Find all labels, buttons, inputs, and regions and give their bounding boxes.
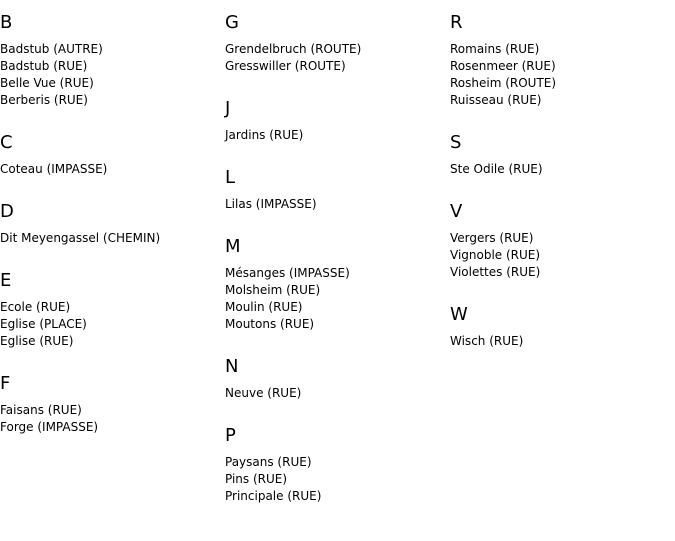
street-link[interactable]: Belle Vue (RUE) — [0, 76, 94, 90]
street-link[interactable]: Rosenmeer (RUE) — [450, 59, 556, 73]
street-list — [450, 161, 670, 178]
letter-heading: M — [225, 236, 241, 257]
letter-group-p — [225, 425, 445, 505]
street-link[interactable]: Vergers (RUE) — [450, 231, 534, 245]
street-link[interactable]: Wisch (RUE) — [450, 334, 524, 348]
street-list — [0, 230, 220, 247]
street-link[interactable]: Grendelbruch (ROUTE) — [225, 42, 362, 56]
letter-group-j — [225, 98, 445, 144]
street-link[interactable]: Faisans (RUE) — [0, 403, 82, 417]
letter-heading: J — [225, 98, 231, 119]
street-link[interactable]: Neuve (RUE) — [225, 386, 302, 400]
street-link[interactable]: Eglise (RUE) — [0, 334, 74, 348]
group-spacer — [450, 178, 670, 201]
index-column-3 — [450, 12, 670, 350]
street-link[interactable]: Rosheim (ROUTE) — [450, 76, 557, 90]
letter-heading: E — [0, 270, 12, 291]
letter-group-g — [225, 12, 445, 75]
group-spacer — [0, 350, 220, 373]
street-list — [450, 230, 670, 281]
street-link[interactable]: Lilas (IMPASSE) — [225, 197, 317, 211]
street-link[interactable]: Gresswiller (ROUTE) — [225, 59, 346, 73]
letter-group-m — [225, 236, 445, 333]
letter-heading: V — [450, 201, 463, 222]
street-link[interactable]: Romains (RUE) — [450, 42, 540, 56]
letter-group-l — [225, 167, 445, 213]
street-list — [225, 454, 445, 505]
street-link[interactable]: Moulin (RUE) — [225, 300, 303, 314]
letter-heading: S — [450, 132, 462, 153]
letter-heading: D — [0, 201, 14, 222]
street-list — [0, 402, 220, 436]
letter-group-b — [0, 12, 220, 109]
letter-group-s — [450, 132, 670, 178]
street-link[interactable]: Ruisseau (RUE) — [450, 93, 542, 107]
letter-group-f — [0, 373, 220, 436]
street-link[interactable]: Paysans (RUE) — [225, 455, 312, 469]
group-spacer — [225, 144, 445, 167]
index-column-2 — [225, 12, 445, 505]
letter-group-e — [0, 270, 220, 350]
letter-group-v — [450, 201, 670, 281]
street-link[interactable]: Forge (IMPASSE) — [0, 420, 99, 434]
letter-heading: P — [225, 425, 236, 446]
street-link[interactable]: Violettes (RUE) — [450, 265, 541, 279]
group-spacer — [0, 109, 220, 132]
street-link[interactable]: Vignoble (RUE) — [450, 248, 541, 262]
street-link[interactable]: Ste Odile (RUE) — [450, 162, 543, 176]
street-link[interactable]: Berberis (RUE) — [0, 93, 88, 107]
group-spacer — [225, 75, 445, 98]
street-link[interactable]: Badstub (RUE) — [0, 59, 88, 73]
letter-group-r — [450, 12, 670, 109]
street-link[interactable]: Principale (RUE) — [225, 489, 322, 503]
street-list — [225, 385, 445, 402]
letter-group-n — [225, 356, 445, 402]
street-link[interactable]: Molsheim (RUE) — [225, 283, 321, 297]
letter-group-w — [450, 304, 670, 350]
street-list — [0, 299, 220, 350]
group-spacer — [0, 178, 220, 201]
street-list — [0, 41, 220, 109]
group-spacer — [225, 213, 445, 236]
street-link[interactable]: Dit Meyengassel (CHEMIN) — [0, 231, 161, 245]
group-spacer — [225, 402, 445, 425]
letter-heading: R — [450, 12, 463, 33]
street-list — [450, 41, 670, 109]
group-spacer — [0, 247, 220, 270]
street-list — [450, 333, 670, 350]
letter-heading: L — [225, 167, 236, 188]
group-spacer — [450, 109, 670, 132]
street-list — [225, 196, 445, 213]
letter-heading: C — [0, 132, 13, 153]
street-link[interactable]: Eglise (PLACE) — [0, 317, 87, 331]
letter-group-d — [0, 201, 220, 247]
group-spacer — [225, 333, 445, 356]
street-list — [225, 265, 445, 333]
street-list — [225, 41, 445, 75]
street-link[interactable]: Jardins (RUE) — [225, 128, 304, 142]
street-link[interactable]: Ecole (RUE) — [0, 300, 71, 314]
street-link[interactable]: Mésanges (IMPASSE) — [225, 266, 350, 280]
letter-group-c — [0, 132, 220, 178]
letter-heading: G — [225, 12, 239, 33]
index-column-1 — [0, 12, 220, 436]
group-spacer — [450, 281, 670, 304]
letter-heading: W — [450, 304, 468, 325]
street-link[interactable]: Moutons (RUE) — [225, 317, 315, 331]
letter-heading: N — [225, 356, 239, 377]
letter-heading: B — [0, 12, 13, 33]
street-list — [225, 127, 445, 144]
street-link[interactable]: Badstub (AUTRE) — [0, 42, 103, 56]
street-link[interactable]: Pins (RUE) — [225, 472, 288, 486]
letter-heading: F — [0, 373, 11, 394]
street-list — [0, 161, 220, 178]
street-link[interactable]: Coteau (IMPASSE) — [0, 162, 108, 176]
